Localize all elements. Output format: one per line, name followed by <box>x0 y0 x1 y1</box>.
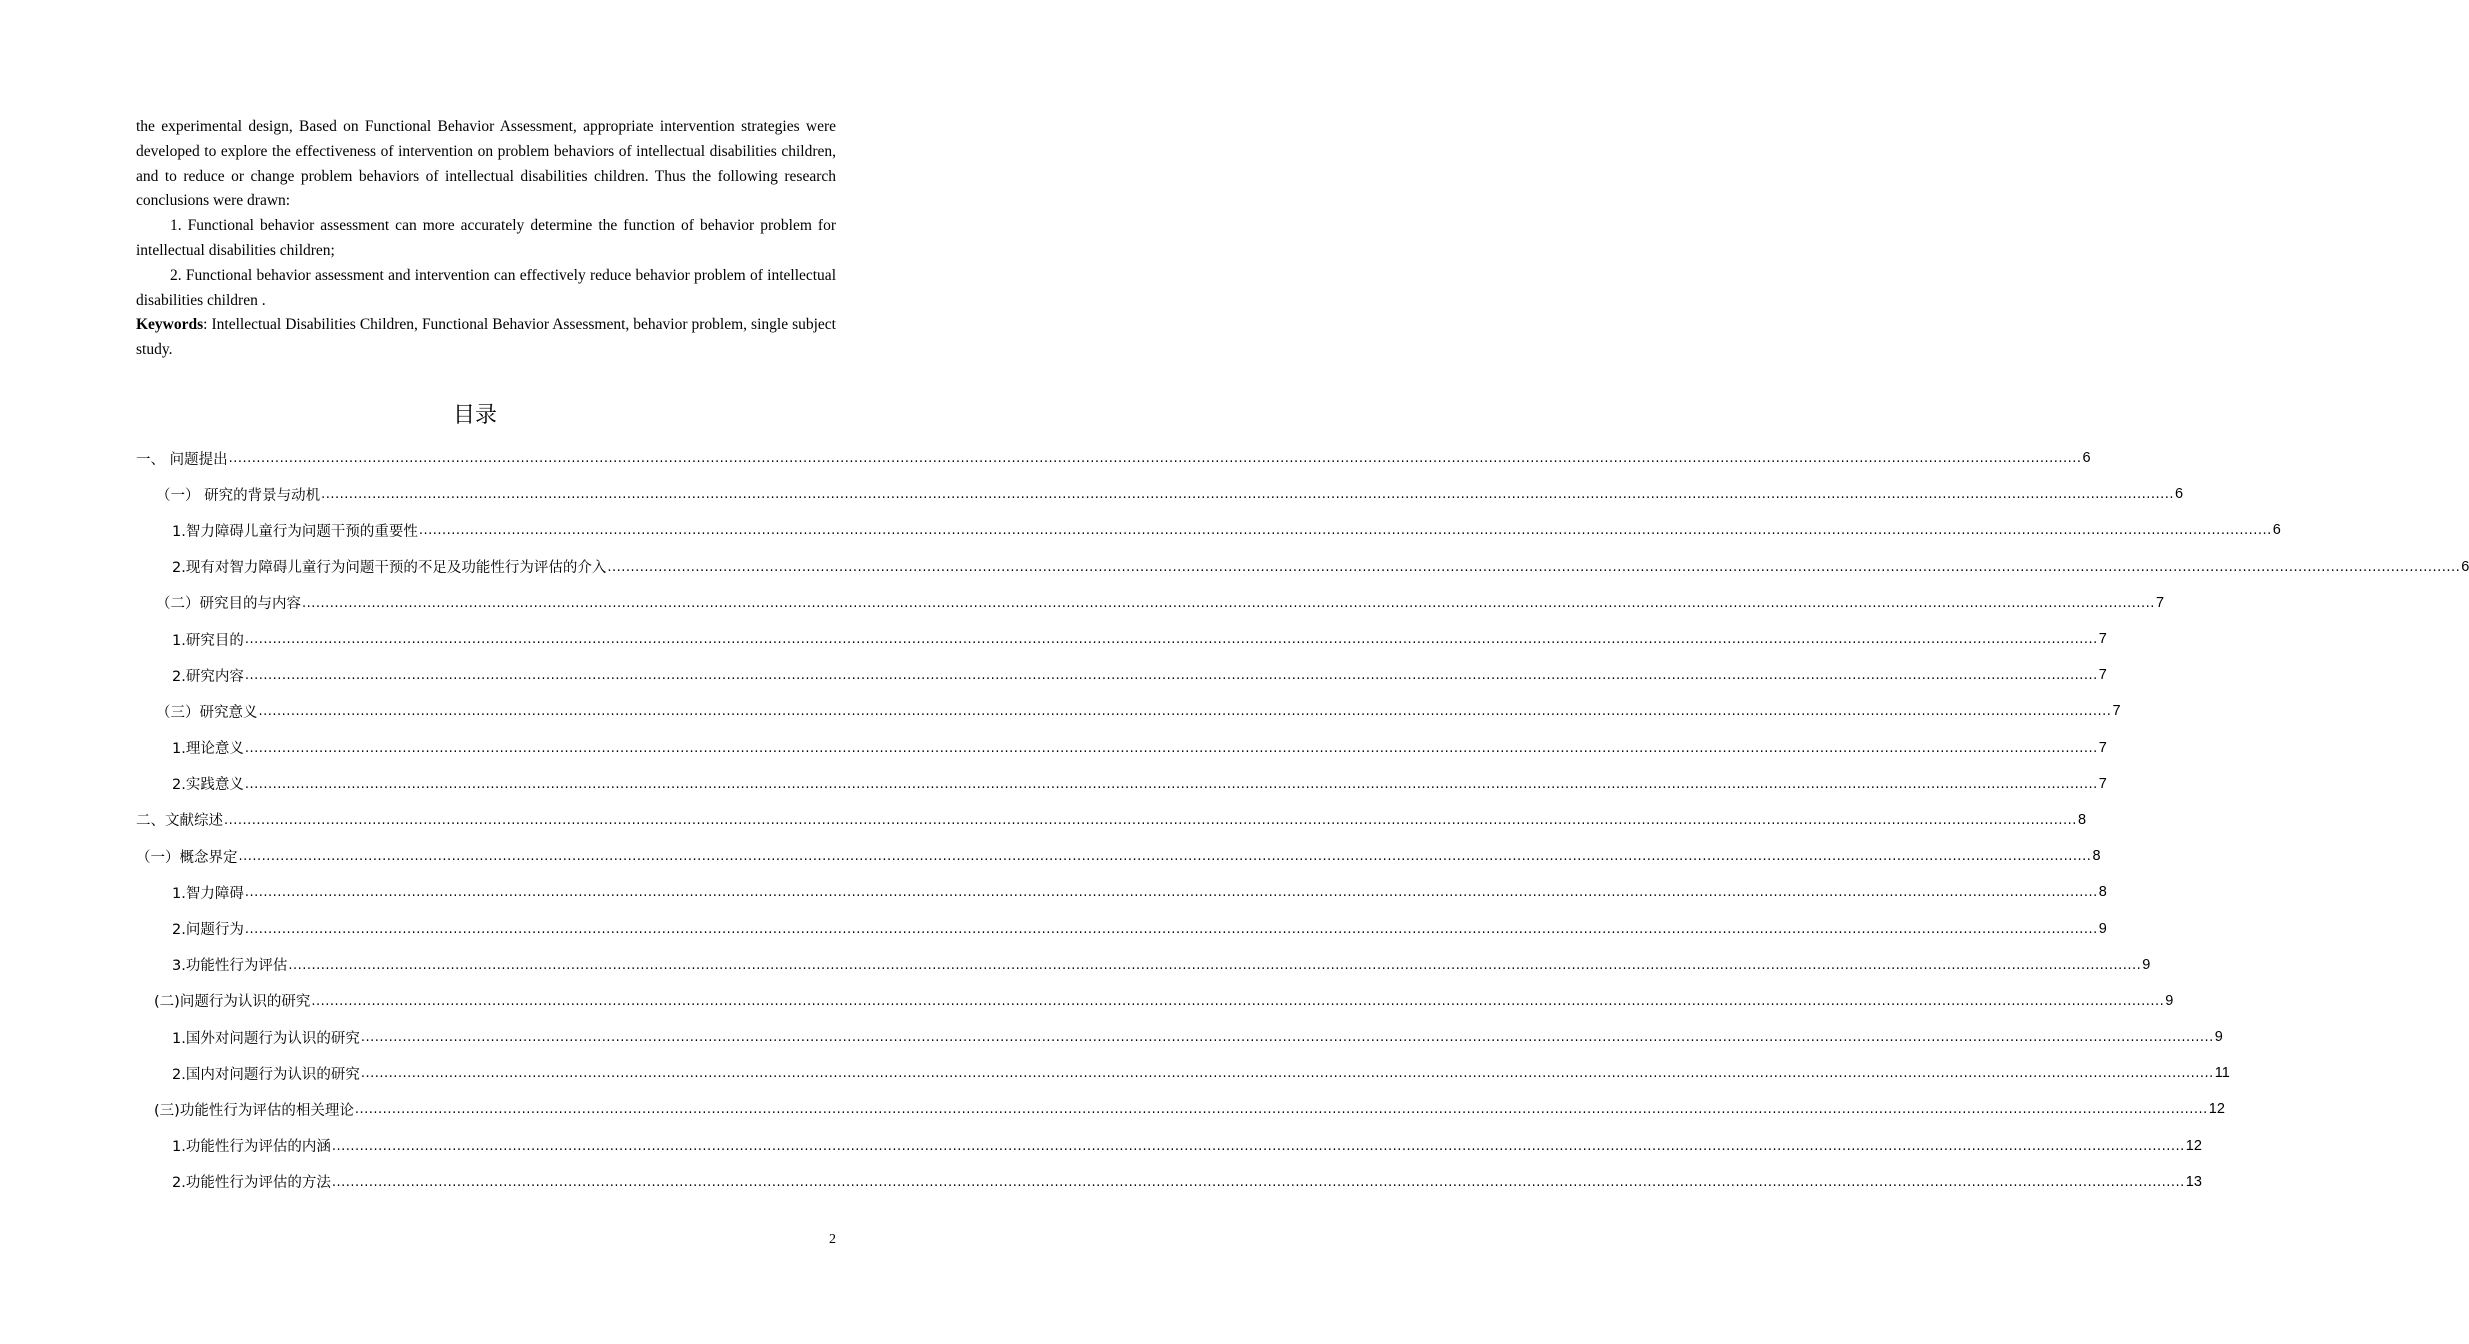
toc-entry-page: 13 <box>2185 1173 2202 1190</box>
toc-entry[interactable] <box>136 440 2091 476</box>
toc-entry-label: 一、 问题提出 <box>136 451 228 468</box>
toc-entry[interactable] <box>136 512 2281 548</box>
toc-entry[interactable] <box>136 1128 2202 1164</box>
toc-entry[interactable] <box>136 693 2121 729</box>
keywords-text: : Intellectual Disabilities Children, Functional Behavior Assessment, behavior problem, single subject study. <box>136 316 836 359</box>
toc-entry-label: (三)功能性行为评估的相关理论 <box>154 1102 354 1119</box>
toc-entry[interactable] <box>136 476 2184 512</box>
toc-entry-page: 12 <box>2208 1101 2225 1118</box>
toc-leader-dots: ................................................................................................................................................................................................................................................................................................................................................................................................................ <box>258 704 2112 720</box>
toc-entry[interactable] <box>136 766 2107 802</box>
toc-leader-dots: ................................................................................................................................................................................................................................................................................................................................................................................................................ <box>360 1030 2214 1046</box>
toc-entry-label: （二）研究目的与内容 <box>156 596 301 613</box>
toc-entry[interactable] <box>136 730 2107 766</box>
conclusion-2: 2. Functional behavior assessment and intervention can effectively reduce behavior problem of intellectual disabilities children . <box>136 266 836 309</box>
toc-entry-label: 1.理论意义 <box>172 741 244 758</box>
toc-entry-label: 2.国内对问题行为认识的研究 <box>172 1066 360 1083</box>
toc-leader-dots: ................................................................................................................................................................................................................................................................................................................................................................................................................ <box>418 523 2272 539</box>
toc-entry-label: 2.问题行为 <box>172 922 244 939</box>
toc-leader-dots: ................................................................................................................................................................................................................................................................................................................................................................................................................ <box>224 812 2077 828</box>
toc-entry-page: 6 <box>2272 522 2281 539</box>
toc-entry[interactable] <box>136 910 2107 946</box>
toc-entry-page: 12 <box>2185 1137 2202 1154</box>
toc-entry-label: 2.实践意义 <box>172 777 244 794</box>
toc-entry-page: 8 <box>2077 811 2087 828</box>
toc-entry-label: 二、文献综述 <box>136 813 223 830</box>
toc-entry-page: 7 <box>2112 703 2121 720</box>
toc-entry[interactable] <box>136 874 2107 910</box>
toc-leader-dots: ................................................................................................................................................................................................................................................................................................................................................................................................................ <box>288 957 2142 973</box>
toc-entry-page: 9 <box>2214 1029 2223 1046</box>
conclusion-1: 1. Functional behavior assessment can more accurately determine the function of behavior problem for intellectual disabilities children; <box>136 217 836 259</box>
toc-leader-dots: ................................................................................................................................................................................................................................................................................................................................................................................................................ <box>244 885 2098 901</box>
toc-entry-label: 1.智力障碍 <box>172 885 244 902</box>
toc-leader-dots: ................................................................................................................................................................................................................................................................................................................................................................................................................ <box>238 849 2092 865</box>
toc-leader-dots: ................................................................................................................................................................................................................................................................................................................................................................................................................ <box>331 1174 2185 1190</box>
toc-entry-label: （一） 研究的背景与动机 <box>156 487 321 504</box>
toc-entry-label: 1.智力障碍儿童行为问题干预的重要性 <box>172 523 418 540</box>
toc-entry-page: 8 <box>2092 848 2101 865</box>
toc-entry-page: 6 <box>2461 558 2469 575</box>
toc-entry-page: 7 <box>2098 775 2107 792</box>
toc-entry-page: 11 <box>2214 1065 2230 1082</box>
toc-leader-dots: ................................................................................................................................................................................................................................................................................................................................................................................................................ <box>302 595 2155 611</box>
toc-title: 目录 <box>452 403 497 428</box>
toc-entry-page: 8 <box>2098 884 2107 901</box>
toc-entry-label: 2.功能性行为评估的方法 <box>172 1175 331 1192</box>
toc-entry-label: (二)问题行为认识的研究 <box>154 994 311 1011</box>
toc-leader-dots: ................................................................................................................................................................................................................................................................................................................................................................................................................ <box>244 668 2098 684</box>
toc-leader-dots: ................................................................................................................................................................................................................................................................................................................................................................................................................ <box>244 776 2098 792</box>
toc-entry-page: 7 <box>2098 631 2107 648</box>
toc-entry-label: 2.现有对智力障碍儿童行为问题干预的不足及功能性行为评估的介入 <box>172 560 607 577</box>
keywords-label: Keywords <box>136 316 204 334</box>
toc-entry[interactable] <box>136 1019 2223 1055</box>
toc-entry-label: 1.研究目的 <box>172 632 244 649</box>
toc-entry-page: 7 <box>2098 739 2107 756</box>
toc-entry[interactable] <box>136 838 2101 874</box>
toc-entry[interactable] <box>136 549 2469 585</box>
toc-entry[interactable] <box>136 802 2087 838</box>
toc-entry-page: 9 <box>2165 992 2174 1009</box>
toc-entry-label: （一）概念界定 <box>136 849 238 866</box>
toc-entry-page: 9 <box>2098 920 2107 937</box>
toc-leader-dots: ................................................................................................................................................................................................................................................................................................................................................................................................................ <box>354 1102 2208 1118</box>
toc-leader-dots: ................................................................................................................................................................................................................................................................................................................................................................................................................ <box>607 559 2461 575</box>
toc-leader-dots: ................................................................................................................................................................................................................................................................................................................................................................................................................ <box>311 993 2165 1009</box>
toc-entry[interactable] <box>136 1164 2202 1200</box>
page-number: 2 <box>829 1232 836 1247</box>
abstract-paragraph: the experimental design, Based on Functional Behavior Assessment, appropriate intervention strategies were developed to explore the effectiveness of intervention on problem behaviors of intellectual disabilities children, and to reduce or change problem behaviors of intellectual disabilities children. Thus the following research conclusions were drawn: <box>136 118 836 210</box>
toc-entry[interactable] <box>136 657 2107 693</box>
toc-entry-label: 3.功能性行为评估 <box>172 958 288 975</box>
toc-leader-dots: ................................................................................................................................................................................................................................................................................................................................................................................................................ <box>331 1138 2185 1154</box>
toc-leader-dots: ................................................................................................................................................................................................................................................................................................................................................................................................................ <box>244 740 2098 756</box>
abstract-section <box>136 115 836 363</box>
toc-entry[interactable] <box>136 585 2165 621</box>
toc-entry[interactable] <box>136 1055 2230 1091</box>
toc-entry-page: 6 <box>2082 450 2091 467</box>
toc-entry-label: 2.研究内容 <box>172 668 244 685</box>
toc-leader-dots: ................................................................................................................................................................................................................................................................................................................................................................................................................ <box>244 921 2098 937</box>
toc-leader-dots: ................................................................................................................................................................................................................................................................................................................................................................................................................ <box>321 487 2175 503</box>
toc-entry-page: 7 <box>2098 667 2107 684</box>
toc-entry-page: 7 <box>2155 594 2165 611</box>
toc-leader-dots: ................................................................................................................................................................................................................................................................................................................................................................................................................ <box>244 632 2098 648</box>
toc-leader-dots: ................................................................................................................................................................................................................................................................................................................................................................................................................ <box>228 451 2082 467</box>
toc-entry-label: （三）研究意义 <box>156 704 258 721</box>
toc-entry[interactable] <box>136 1091 2225 1127</box>
toc-leader-dots: ................................................................................................................................................................................................................................................................................................................................................................................................................ <box>360 1066 2214 1082</box>
toc-entry-label: 1.国外对问题行为认识的研究 <box>172 1030 360 1047</box>
toc-entry[interactable] <box>136 947 2151 983</box>
table-of-contents <box>136 440 2469 1200</box>
toc-entry[interactable] <box>136 983 2174 1019</box>
toc-entry-page: 6 <box>2175 486 2184 503</box>
keywords-line <box>136 313 836 363</box>
toc-entry-page: 9 <box>2142 956 2151 973</box>
toc-entry[interactable] <box>136 621 2107 657</box>
toc-entry-label: 1.功能性行为评估的内涵 <box>172 1139 331 1156</box>
